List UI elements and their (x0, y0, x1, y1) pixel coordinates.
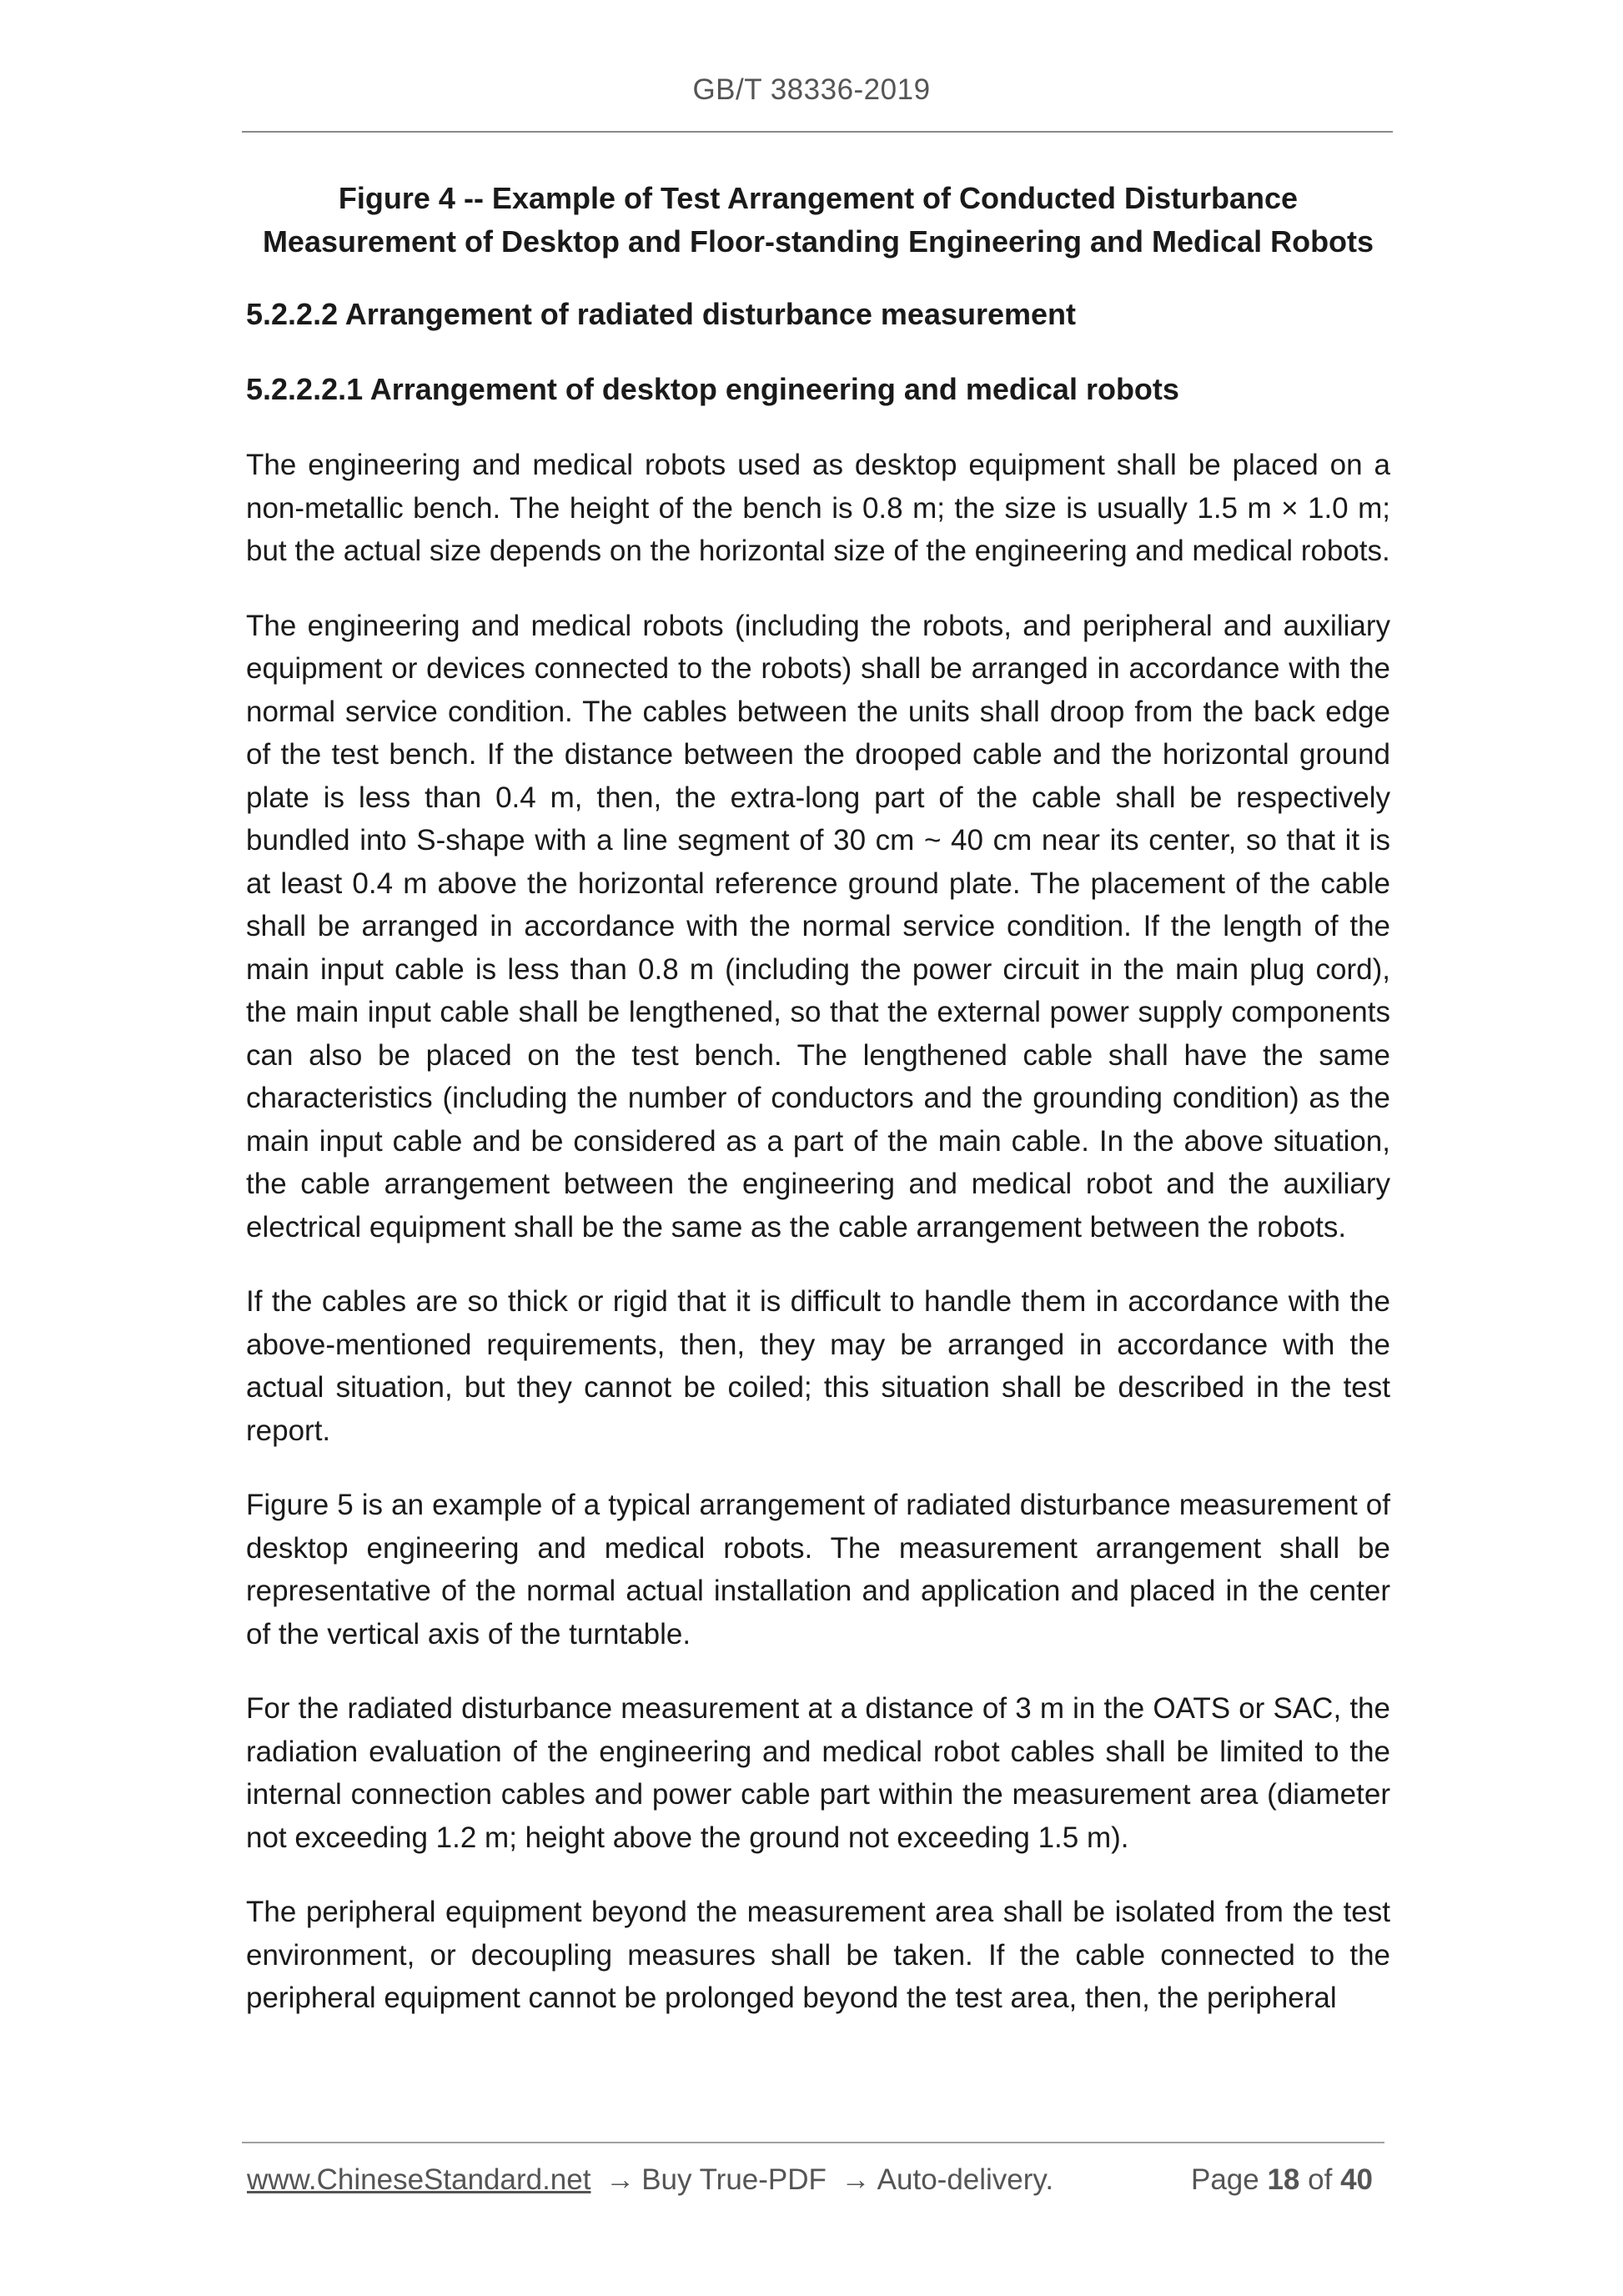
figure-caption (246, 177, 1390, 264)
footer-promo (247, 2163, 1053, 2197)
total-pages: 40 (1340, 2163, 1373, 2196)
current-page: 18 (1267, 2163, 1300, 2196)
paragraph-figure-5: Figure 5 is an example of a typical arrangement of radiated disturbance measurement of desktop engineering and medical robots. The measurement arrangement shall be representative of the normal actual installation and application and placed in the center of the vertical axis of the turntable. (246, 1489, 1390, 1650)
figure-caption-line-2: Measurement of Desktop and Floor-standing Engineering and Medical Robots (262, 224, 1374, 259)
footer-buy-text: Buy True-PDF (641, 2163, 827, 2196)
footer-divider (242, 2142, 1384, 2143)
paragraph-peripheral-equipment: The peripheral equipment beyond the measurement area shall be isolated from the test environment, or decoupling measures shall be taken. If the cable connected to the peripheral equipment cannot be prolonged beyond the test area, then, the peripheral (246, 1896, 1390, 2014)
document-header: GB/T 38336-2019 (692, 73, 931, 106)
site-link[interactable]: www.ChineseStandard.net (247, 2163, 591, 2196)
section-heading-5-2-2-2: 5.2.2.2 Arrangement of radiated disturbance measurement (246, 297, 1076, 331)
paragraph-thick-cables: If the cables are so thick or rigid that it is difficult to handle them in accordance with the above-mentioned requirements, then, they may be arranged in accordance with the actual situation, but they cannot be coiled; this situation shall be described in the test report. (246, 1285, 1390, 1447)
page-footer (247, 2163, 1386, 2205)
of-label: of (1308, 2163, 1333, 2196)
section-heading-5-2-2-2-1: 5.2.2.2.1 Arrangement of desktop engineering and medical robots (246, 372, 1179, 406)
paragraph-bench: The engineering and medical robots used as desktop equipment shall be placed on a non-metallic bench. The height of the bench is 0.8 m; the size is usually 1.5 m × 1.0 m; but the actual size depends on the horizontal size of the engineering and medical robots. (246, 449, 1390, 567)
footer-delivery-text: Auto-delivery. (877, 2163, 1054, 2196)
arrow-right-icon: → (841, 2163, 871, 2196)
paragraph-cable-arrangement: The engineering and medical robots (including the robots, and peripheral and auxiliary equipment or devices connected to the robots) shall be arranged in accordance with the normal service condition. The cables between the units shall droop from the back edge of the test bench. If the distance between the drooped cable and the horizontal ground plate is less than 0.4 m, then, the extra-long part of the cable shall be respectively bundled into S-shape with a line segment of 30 cm ~ 40 cm near its center, so that it is at least 0.4 m above the horizontal reference ground plate. The placement of the cable shall be arranged in accordance with the normal service condition. If the length of the main input cable is less than 0.8 m (including the power circuit in the main plug cord), the main input cable shall be lengthened, so that the external power supply components can also be placed on the test bench. The lengthened cable shall have the same characteristics (including the number of conductors and the grounding condition) as the main input cable and be considered as a part of the main cable. In the above situation, the cable arrangement between the engineering and medical robot and the auxiliary electrical equipment shall be the same as the cable arrangement between the robots. (246, 609, 1390, 1243)
figure-caption-line-1: Figure 4 -- Example of Test Arrangement of Conducted Disturbance (338, 181, 1299, 215)
page-number (1191, 2163, 1373, 2197)
page-label: Page (1190, 2163, 1259, 2196)
page-body (246, 177, 1390, 2052)
header-divider (242, 131, 1393, 133)
paragraph-radiation-evaluation: For the radiated disturbance measurement at a distance of 3 m in the OATS or SAC, the radiation evaluation of the engineering and medical robot cables shall be limited to the internal connection cables and power cable part within the measurement area (diameter not exceeding 1.2 m; height above the ground not exceeding 1.5 m). (246, 1692, 1390, 1854)
arrow-right-icon: → (605, 2163, 636, 2196)
